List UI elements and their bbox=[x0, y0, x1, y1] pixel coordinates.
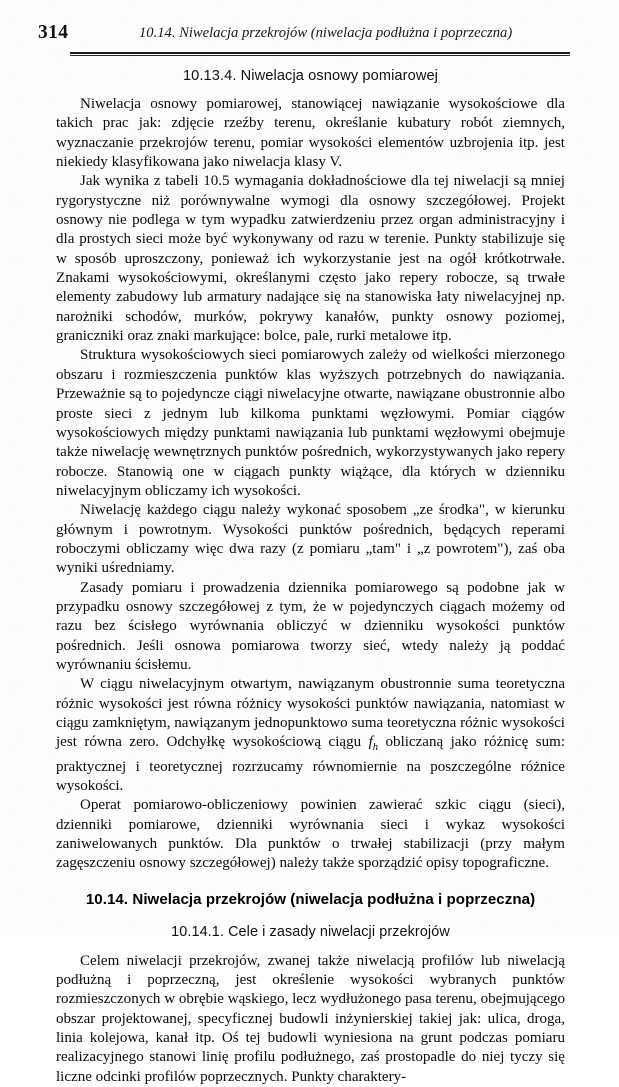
paragraph-6-text-before: W ciągu niwelacyjnym otwartym, nawiązanym obustronnie suma teoretyczna różnic wysokości jest równa różnicy wysokości punktów nawiązania, natomiast w ciągu zamkniętym, nawiązanym jednopunktowo suma teoretyczna różnic wysokości jest równa zero. Odchyłkę wysokościową ciągu bbox=[56, 676, 565, 751]
running-head: 10.14. Niwelacja przekrojów (niwelacja podłużna i poprzeczna) bbox=[139, 25, 513, 41]
text-column bbox=[56, 62, 565, 1087]
paragraph-6-text-after: obliczaną jako różnicę sum: praktycznej i teoretycznej rozrzucamy równomiernie na poszczególne różnice wysokości. bbox=[56, 734, 565, 795]
deviation-symbol-base: f bbox=[368, 734, 373, 751]
paragraph-6 bbox=[56, 675, 565, 796]
paragraph-5: Zasady pomiaru i prowadzenia dziennika pomiarowego są podobne jak w przypadku osnowy szczegółowej z tym, że w pojedynczych ciągach możemy od razu bez ścisłego wyrównania obliczyć w dzienniku wysokości punktów pośrednich. Jeśli osnowa pomiarowa tworzy sieć, wtedy należy ją poddać wyrównaniu ścisłemu. bbox=[56, 579, 565, 673]
deviation-symbol-subscript: h bbox=[372, 742, 379, 754]
paragraph-7: Operat pomiarowo-obliczeniowy powinien zawierać szkic ciągu (sieci), dzienniki pomiarowe, dzienniki wyrównania sieci i wykaz wysokości zaniwelowanych punktów. Dla punktów o trwałej stabilizacji (przy małym zagęszczeniu osnowy szczegółowej) należy także sporządzić opisy topograficzne. bbox=[56, 797, 565, 872]
heading-10-13-4: 10.13.4. Niwelacja osnowy pomiarowej bbox=[182, 68, 439, 84]
deviation-symbol bbox=[368, 734, 379, 754]
header-rule-thin bbox=[70, 55, 570, 56]
paragraph-1: Niwelacja osnowy pomiarowej, stanowiącej nawiązanie wysokościowe dla takich prac jak: zdjęcie rzeźby terenu, określanie kubatury robót ziemnych, wyznaczanie przekrojów terenu, pomiar wysokości elementów uzbrojenia itp. jest niekiedy klasyfikowana jako niwelacja klasy V. bbox=[56, 96, 565, 171]
page-number: 314 bbox=[38, 22, 69, 43]
heading-10-14-1: 10.14.1. Cele i zasady niwelacji przekrojów bbox=[171, 923, 450, 940]
page-header bbox=[0, 22, 619, 56]
paragraph-4: Niwelację każdego ciągu należy wykonać sposobem „ze środka", w kierunku głównym i powrotnym. Wysokości punktów pośrednich, będących reperami roboczymi obliczamy więc dwa razy (z pomiaru „tam" i „z powrotem"), zaś oba wyniki uśredniamy. bbox=[56, 502, 565, 577]
header-rule-thick bbox=[70, 52, 570, 54]
heading-10-14: 10.14. Niwelacja przekrojów (niwelacja podłużna i poprzeczna) bbox=[85, 890, 536, 908]
paragraph-2: Jak wynika z tabeli 10.5 wymagania dokładnościowe dla tej niwelacji są mniej rygorystyczne niż porównywalne wymogi dla osnowy szczegółowej. Projekt osnowy nie podlega w tym wypadku zatwierdzeniu przez organ administracyjny i dla prostych sieci może być wykonywany od razu w terenie. Punkty stabilizuje się w sposób uproszczony, ponieważ ich wykorzystanie jest na ogół krótkotrwałe. Znakami wysokościowymi, określanymi często jako repery robocze, są trwałe elementy zabudowy lub armatury nadające się na stanowiska łaty niwelacyjnej np. narożniki schodów, murków, pokrywy kanałów, punkty osnowy poziomej, graniczniki oraz znaki markujące: bolce, pale, rurki metalowe itp. bbox=[56, 173, 565, 345]
header-rule bbox=[70, 52, 570, 58]
paragraph-8: Celem niwelacji przekrojów, zwanej także niwelacją profilów lub niwelacją podłużną i poprzeczną, jest określenie wysokości wybranych punktów rozmieszczonych w obrębie wąskiego, lecz wydłużonego pasa terenu, obejmującego obszar projektowanej, specyficznej budowli inżynierskiej takiej jak: ulica, droga, linia kolejowa, kanał itp. Oś tej budowli wyniesiona na grunt podczas pomiaru realizacyjnego stanowi linię profilu podłużnego, zaś prostopadle do niej tyczy się liczne odcinki profilów poprzecznych. Punkty charaktery- bbox=[56, 952, 565, 1085]
paragraph-3: Struktura wysokościowych sieci pomiarowych zależy od wielkości mierzonego obszaru i rozmieszczenia punktów klas wyższych potrzebnych do nawiązania. Przeważnie są to pojedyncze ciągi niwelacyjne otwarte, nawiązane obustronnie albo proste sieci z jednym lub kilkoma punktami węzłowymi. Pomiar ciągów wysokościowych między punktami nawiązania lub punktami węzłowymi obejmuje także niwelację wewnętrznych punktów pośrednich, wykorzystywanych jako repery robocze. Stanowią one w ciągach punkty wiążące, dla których w dzienniku niwelacyjnym obliczamy ich wysokości. bbox=[56, 347, 565, 499]
